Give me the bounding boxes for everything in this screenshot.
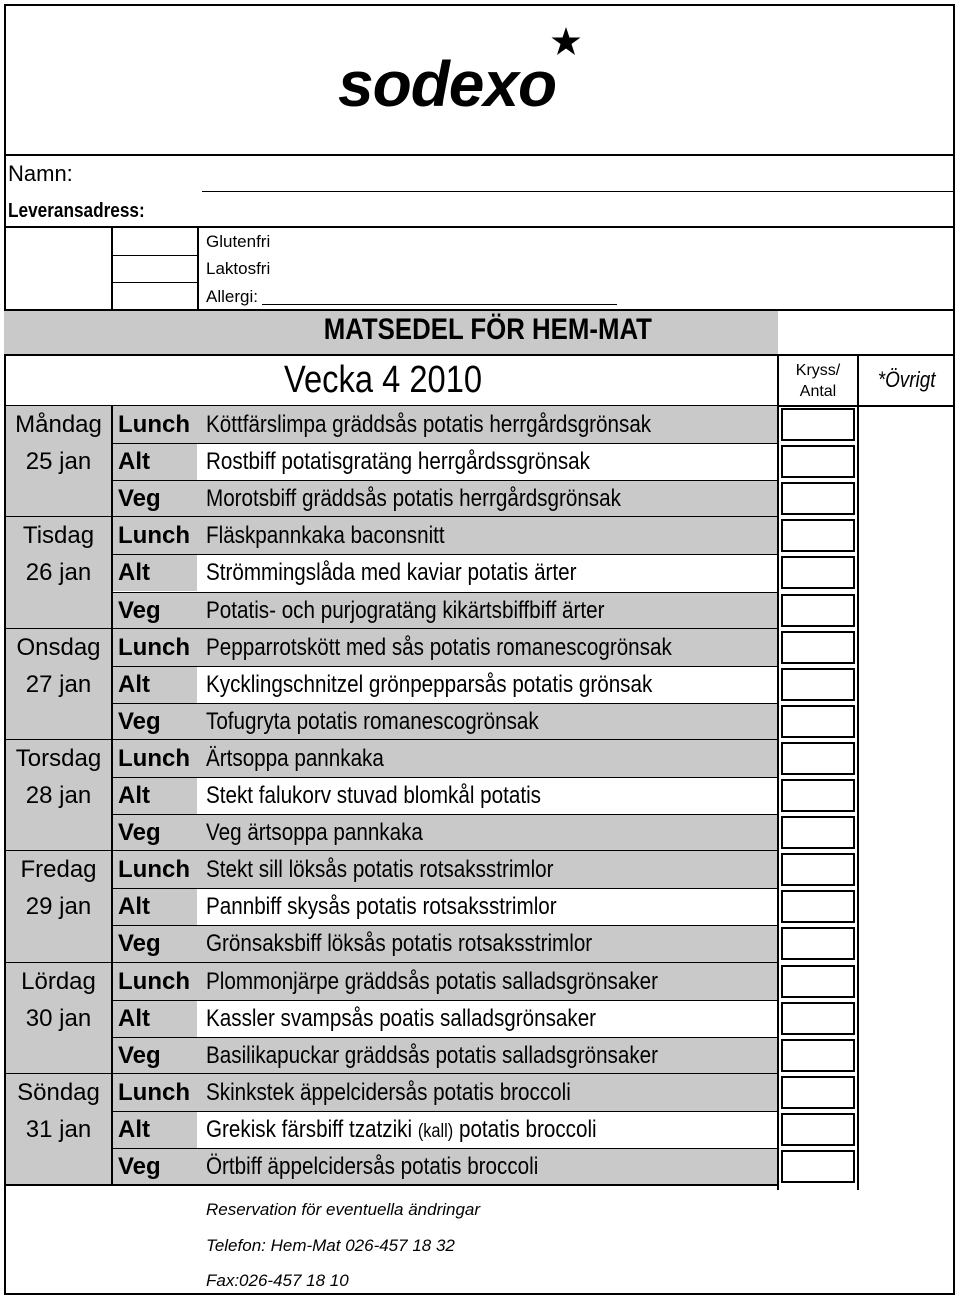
count-checkbox[interactable] [781, 519, 855, 552]
phone-number: Telefon: Hem-Mat 026-457 18 32 [206, 1236, 455, 1255]
meal-type: Lunch [118, 856, 190, 884]
count-checkbox[interactable] [781, 408, 855, 441]
header-divider [4, 154, 955, 156]
dish-name: Potatis- och purjogratäng kikärtsbiffbiff ärter [206, 596, 605, 624]
name-label: Namn: [8, 161, 73, 186]
count-checkbox[interactable] [781, 482, 855, 515]
dish-name: Plommonjärpe gräddsås potatis salladsgrönsaker [206, 967, 659, 995]
dish-name: Stekt falukorv stuvad blomkål potatis [206, 782, 541, 809]
count-checkbox[interactable] [781, 1150, 855, 1183]
meal-type: Alt [118, 893, 150, 921]
meal-type: Lunch [118, 411, 190, 438]
day-date: 25 jan [25, 448, 92, 476]
laktosfri-checkbox[interactable] [113, 256, 197, 282]
dish-name: Basilikapuckar gräddsås potatis salladsgrönsaker [206, 1041, 659, 1069]
meal-type: Veg [118, 485, 161, 513]
allergi-label: Allergi: [206, 287, 258, 306]
address-label: Leveransadress: [8, 200, 145, 222]
dish-name: Stekt sill löksås potatis rotsaksstrimlor [206, 856, 554, 884]
day-name: Måndag [15, 411, 102, 438]
week-label: Vecka 4 2010 [284, 359, 483, 401]
meal-type: Alt [118, 670, 150, 698]
count-checkbox[interactable] [781, 965, 855, 998]
meal-type: Veg [118, 1041, 161, 1069]
count-checkbox[interactable] [781, 1002, 855, 1035]
day-date: 28 jan [25, 782, 92, 809]
meal-type: Lunch [118, 522, 190, 550]
count-checkbox[interactable] [781, 816, 855, 849]
allergi-input-line[interactable] [262, 304, 617, 305]
day-date: 27 jan [25, 670, 92, 698]
count-checkbox[interactable] [781, 890, 855, 923]
count-checkbox[interactable] [781, 631, 855, 664]
meal-type: Alt [118, 448, 150, 476]
logo-text: sodexo [338, 48, 557, 120]
laktosfri-label: Laktosfri [206, 259, 271, 278]
meal-type: Lunch [118, 744, 190, 772]
dish-name: Grönsaksbiff löksås potatis rotsaksstrimlor [206, 930, 593, 958]
dish-name: Köttfärslimpa gräddsås potatis herrgårdsgrönsak [206, 411, 652, 438]
meal-type: Veg [118, 707, 161, 735]
glutenfri-label: Glutenfri [206, 232, 271, 251]
count-checkbox[interactable] [781, 1113, 855, 1146]
meal-type: Alt [118, 1115, 150, 1143]
name-input-line[interactable] [202, 191, 955, 192]
meal-type: Alt [118, 782, 150, 809]
sodexo-logo [338, 48, 557, 120]
fax-number: Fax:026-457 18 10 [206, 1271, 349, 1290]
dish-name: Kycklingschnitzel grönpepparsås potatis grönsak [206, 670, 653, 698]
allergi-checkbox[interactable] [113, 283, 197, 309]
count-checkbox[interactable] [781, 1039, 855, 1072]
menu-title: MATSEDEL FÖR HEM-MAT [323, 313, 653, 346]
meal-type: Lunch [118, 1078, 190, 1106]
count-checkbox[interactable] [781, 927, 855, 960]
dish-name: Tofugryta potatis romanescogrönsak [206, 707, 539, 735]
dish-name: Strömmingslåda med kaviar potatis ärter [206, 559, 577, 587]
day-name: Tisdag [22, 522, 95, 550]
dish-name: Örtbiff äppelcidersås potatis broccoli [206, 1153, 539, 1180]
glutenfri-checkbox[interactable] [113, 228, 197, 254]
dish-name: Veg ärtsoppa pannkaka [206, 819, 423, 847]
count-checkbox[interactable] [781, 742, 855, 775]
count-checkbox[interactable] [781, 668, 855, 701]
day-name: Söndag [17, 1078, 100, 1106]
meal-type: Lunch [118, 967, 190, 995]
meal-type: Lunch [118, 633, 190, 661]
other-column-header: *Övrigt [877, 367, 936, 392]
dish-name: Pepparrotskött med sås potatis romanescogrönsak [206, 633, 672, 661]
meal-type: Veg [118, 819, 161, 847]
day-date: 31 jan [25, 1115, 92, 1143]
count-checkbox[interactable] [781, 779, 855, 812]
dish-name: Rostbiff potatisgratäng herrgårdssgrönsak [206, 448, 590, 476]
day-name: Lördag [21, 967, 96, 995]
dish-name: Morotsbiff gräddsås potatis herrgårdsgrönsak [206, 485, 621, 513]
meal-type: Veg [118, 1153, 161, 1180]
count-checkbox[interactable] [781, 853, 855, 886]
dish-name: Skinkstek äppelcidersås potatis broccoli [206, 1078, 571, 1106]
dish-name: Grekisk färsbiff tzatziki (kall) potatis broccoli [206, 1115, 597, 1143]
meal-type: Alt [118, 1004, 150, 1032]
count-checkbox[interactable] [781, 1076, 855, 1109]
day-name: Torsdag [15, 744, 102, 772]
count-column-header: Kryss/ Antal [795, 362, 841, 400]
dish-name: Pannbiff skysås potatis rotsaksstrimlor [206, 893, 557, 921]
day-date: 30 jan [25, 1004, 92, 1032]
meal-type: Veg [118, 930, 161, 958]
meal-type: Alt [118, 559, 150, 587]
day-date: 29 jan [25, 893, 92, 921]
reservation-note: Reservation för eventuella ändringar [206, 1200, 481, 1219]
count-checkbox[interactable] [781, 594, 855, 627]
dish-name: Ärtsoppa pannkaka [206, 744, 384, 772]
day-date: 26 jan [25, 559, 92, 587]
count-checkbox[interactable] [781, 556, 855, 589]
day-name: Onsdag [16, 633, 101, 661]
count-checkbox[interactable] [781, 705, 855, 738]
dish-name: Kassler svampsås poatis salladsgrönsaker [206, 1004, 597, 1032]
day-name: Fredag [20, 856, 97, 884]
star-icon [550, 26, 582, 58]
count-checkbox[interactable] [781, 445, 855, 478]
meal-type: Veg [118, 596, 161, 624]
dish-name: Fläskpannkaka baconsnitt [206, 522, 445, 550]
